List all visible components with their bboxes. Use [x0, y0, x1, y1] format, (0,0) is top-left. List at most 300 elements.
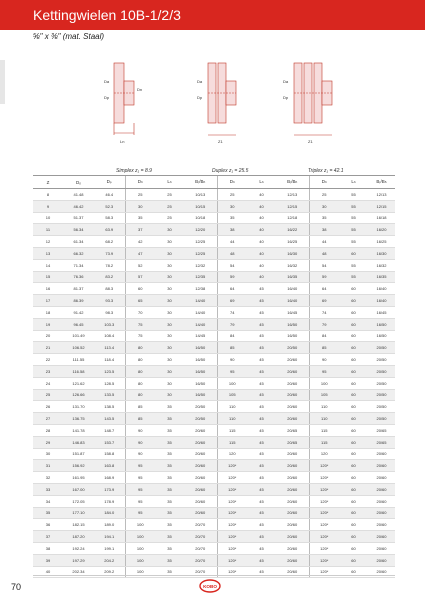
- table-cell: 167.00: [63, 483, 94, 495]
- table-cell: 56.34: [63, 224, 94, 236]
- column-header: Bᵣ/Bₕ: [184, 176, 217, 189]
- table-cell: 9: [33, 200, 63, 212]
- table-cell: 136.75: [63, 413, 94, 425]
- table-cell: 25: [155, 200, 184, 212]
- table-cell: 55: [339, 236, 368, 248]
- table-row: [33, 401, 395, 413]
- table-cell: 151.87: [63, 448, 94, 460]
- table-cell: 120*: [309, 519, 339, 531]
- table-cell: 20/70: [184, 519, 217, 531]
- table-cell: 88.3: [94, 283, 125, 295]
- table-cell: 55: [339, 259, 368, 271]
- table-cell: 158.8: [94, 448, 125, 460]
- table-cell: 120*: [309, 460, 339, 472]
- table-cell: 20/60: [276, 448, 309, 460]
- table-cell: 16/50: [184, 354, 217, 366]
- table-cell: 80: [125, 365, 155, 377]
- table-cell: 20/65: [368, 436, 395, 448]
- table-cell: 45: [247, 295, 276, 307]
- table-cell: 120*: [309, 531, 339, 543]
- table-cell: 35: [155, 531, 184, 543]
- table-cell: 20/60: [368, 483, 395, 495]
- table-cell: 105: [217, 389, 247, 401]
- table-cell: 47: [125, 247, 155, 259]
- table-cell: 12/38: [184, 283, 217, 295]
- table-row: [33, 306, 395, 318]
- table-row: [33, 283, 395, 295]
- table-cell: 22: [33, 354, 63, 366]
- table-cell: 16/50: [184, 377, 217, 389]
- table-cell: 20/50: [368, 377, 395, 389]
- table-cell: 25: [309, 189, 339, 201]
- table-cell: 35: [155, 436, 184, 448]
- table-cell: 16/22: [276, 224, 309, 236]
- table-row: [33, 436, 395, 448]
- table-cell: 143.5: [94, 413, 125, 425]
- table-cell: 100: [125, 542, 155, 554]
- table-cell: 199.1: [94, 542, 125, 554]
- table-cell: 16/32: [368, 259, 395, 271]
- table-cell: 120*: [217, 531, 247, 543]
- table-cell: 20/60: [276, 542, 309, 554]
- table-cell: 118.4: [94, 354, 125, 366]
- table-cell: 16/20: [368, 224, 395, 236]
- table-cell: 90: [217, 354, 247, 366]
- table-cell: 95: [125, 495, 155, 507]
- table-cell: 45: [247, 542, 276, 554]
- table-cell: 46.42: [63, 200, 94, 212]
- page-title: Kettingwielen 10B-1/2/3: [33, 7, 181, 23]
- table-cell: 38: [33, 542, 63, 554]
- table-cell: 12/20: [184, 224, 217, 236]
- table-cell: 34: [33, 495, 63, 507]
- table-cell: 54: [217, 259, 247, 271]
- table-cell: 16/50: [368, 330, 395, 342]
- table-cell: 10: [33, 212, 63, 224]
- table-cell: 25: [217, 189, 247, 201]
- table-cell: 60: [339, 436, 368, 448]
- table-cell: 80: [125, 354, 155, 366]
- table-cell: 79: [309, 318, 339, 330]
- table-cell: 14/40: [184, 295, 217, 307]
- page-subtitle: ⅝" x ⅜" (mat. Staal): [33, 32, 105, 41]
- table-cell: 14/40: [184, 306, 217, 318]
- table-cell: 116.58: [63, 365, 94, 377]
- table-cell: 55: [339, 189, 368, 201]
- table-cell: 110: [217, 401, 247, 413]
- table-cell: 25: [125, 189, 155, 201]
- label-da: Da: [104, 79, 110, 84]
- table-cell: 20/60: [276, 566, 309, 578]
- table-cell: 40: [247, 200, 276, 212]
- label-dp-3: Dp: [283, 95, 289, 100]
- table-cell: 25: [155, 212, 184, 224]
- table-cell: 90: [125, 448, 155, 460]
- table-cell: 75: [125, 318, 155, 330]
- table-cell: 20/60: [276, 354, 309, 366]
- table-cell: 13: [33, 247, 63, 259]
- table-cell: 20/60: [368, 472, 395, 484]
- table-cell: 123.5: [94, 365, 125, 377]
- table-cell: 10/13: [184, 189, 217, 201]
- table-cell: 60: [339, 377, 368, 389]
- table-cell: 37: [125, 224, 155, 236]
- table-cell: 93.3: [94, 295, 125, 307]
- table-row: [33, 542, 395, 554]
- table-cell: 26: [33, 401, 63, 413]
- table-row: [33, 295, 395, 307]
- table-cell: 59: [217, 271, 247, 283]
- table-cell: 17: [33, 295, 63, 307]
- table-cell: 30: [155, 247, 184, 259]
- table-cell: 20/60: [184, 483, 217, 495]
- table-cell: 128.5: [94, 377, 125, 389]
- table-cell: 120*: [217, 483, 247, 495]
- table-cell: 20/60: [276, 401, 309, 413]
- table-cell: 115: [217, 424, 247, 436]
- table-cell: 16/40: [276, 283, 309, 295]
- table-cell: 66.32: [63, 247, 94, 259]
- table-cell: 120*: [217, 542, 247, 554]
- table-cell: 108.4: [94, 330, 125, 342]
- table-cell: 30: [155, 224, 184, 236]
- table-cell: 85: [309, 342, 339, 354]
- table-cell: 189.0: [94, 519, 125, 531]
- table-cell: 52.3: [94, 200, 125, 212]
- table-cell: 14/40: [184, 318, 217, 330]
- table-cell: 120*: [217, 554, 247, 566]
- table-cell: 16/40: [368, 295, 395, 307]
- table-cell: 120*: [309, 542, 339, 554]
- table-cell: 8: [33, 189, 63, 201]
- table-cell: 60: [339, 519, 368, 531]
- table-cell: 74: [217, 306, 247, 318]
- table-cell: 85: [217, 342, 247, 354]
- table-cell: 16/40: [368, 283, 395, 295]
- table-cell: 20/60: [276, 519, 309, 531]
- table-row: [33, 318, 395, 330]
- table-cell: 113.4: [94, 342, 125, 354]
- table-cell: 12/15: [368, 200, 395, 212]
- table-cell: 61.34: [63, 236, 94, 248]
- table-cell: 20/60: [368, 566, 395, 578]
- table-cell: 110: [309, 401, 339, 413]
- table-cell: 60: [339, 566, 368, 578]
- table-cell: 20/60: [368, 507, 395, 519]
- table-cell: 28: [33, 424, 63, 436]
- table-cell: 35: [155, 554, 184, 566]
- table-cell: 120*: [217, 495, 247, 507]
- table-cell: 45: [247, 483, 276, 495]
- table-cell: 60: [339, 472, 368, 484]
- table-cell: 79: [217, 318, 247, 330]
- column-header: Lₙ: [339, 176, 368, 189]
- table-cell: 35: [155, 507, 184, 519]
- table-cell: 133.5: [94, 389, 125, 401]
- table-cell: 54: [309, 259, 339, 271]
- table-cell: 45: [247, 330, 276, 342]
- table-cell: 30: [217, 200, 247, 212]
- table-cell: 60: [339, 354, 368, 366]
- table-cell: 45: [247, 460, 276, 472]
- table-cell: 40: [247, 224, 276, 236]
- table-cell: 45: [247, 424, 276, 436]
- table-cell: 187.20: [63, 531, 94, 543]
- table-cell: 60: [339, 531, 368, 543]
- table-cell: 70: [125, 306, 155, 318]
- table-cell: 20/50: [368, 365, 395, 377]
- table-cell: 16/30: [368, 247, 395, 259]
- table-cell: 60: [339, 295, 368, 307]
- table-cell: 20/60: [276, 389, 309, 401]
- table-cell: 38: [309, 224, 339, 236]
- table-cell: 178.9: [94, 495, 125, 507]
- table-cell: 100: [125, 519, 155, 531]
- table-cell: 20/60: [276, 460, 309, 472]
- column-header: Dₙ: [125, 176, 155, 189]
- table-cell: 20/60: [276, 365, 309, 377]
- table-cell: 14/45: [184, 330, 217, 342]
- table-cell: 16: [33, 283, 63, 295]
- table-cell: 60: [339, 401, 368, 413]
- table-cell: 45: [247, 377, 276, 389]
- table-cell: 45: [247, 365, 276, 377]
- simplex-drawing: [114, 63, 134, 135]
- table-cell: 80: [125, 342, 155, 354]
- label-dn: Dn: [137, 87, 143, 92]
- table-cell: 85: [125, 413, 155, 425]
- table-cell: 20/50: [368, 389, 395, 401]
- table-row: [33, 365, 395, 377]
- table-cell: 44: [309, 236, 339, 248]
- table-cell: 20/70: [184, 566, 217, 578]
- table-cell: 40: [247, 212, 276, 224]
- group-duplex: Duplex z₁ = 25.5: [212, 168, 249, 174]
- table-cell: 84: [309, 330, 339, 342]
- table-cell: 91.42: [63, 306, 94, 318]
- table-cell: 73.9: [94, 247, 125, 259]
- table-cell: 83.2: [94, 271, 125, 283]
- table-cell: 16/40: [276, 295, 309, 307]
- table-cell: 20/60: [184, 448, 217, 460]
- table-cell: 12/13: [368, 189, 395, 201]
- table-cell: 120*: [309, 495, 339, 507]
- table-cell: 105: [309, 389, 339, 401]
- table-cell: 16/25: [276, 236, 309, 248]
- table-cell: 30: [155, 271, 184, 283]
- table-row: [33, 271, 395, 283]
- table-cell: 95: [125, 472, 155, 484]
- table-cell: 100: [125, 531, 155, 543]
- table-cell: 37: [33, 531, 63, 543]
- table-cell: 75: [125, 330, 155, 342]
- table-cell: 96.45: [63, 318, 94, 330]
- table-cell: 12/32: [184, 259, 217, 271]
- table-cell: 20/60: [184, 472, 217, 484]
- table-cell: 100: [217, 377, 247, 389]
- table-cell: 35: [155, 413, 184, 425]
- column-header: Bᵣ/Bₕ: [276, 176, 309, 189]
- table-cell: 141.78: [63, 424, 94, 436]
- table-cell: 30: [33, 448, 63, 460]
- table-row: [33, 413, 395, 425]
- table-cell: 126.66: [63, 389, 94, 401]
- column-header: Lₙ: [247, 176, 276, 189]
- table-cell: 103.3: [94, 318, 125, 330]
- table-cell: 204.2: [94, 554, 125, 566]
- table-cell: 40: [247, 236, 276, 248]
- table-cell: 60: [339, 247, 368, 259]
- table-cell: 20/65: [276, 436, 309, 448]
- table-cell: 20/60: [276, 495, 309, 507]
- table-cell: 20/50: [184, 401, 217, 413]
- table-cell: 20/60: [368, 554, 395, 566]
- table-cell: 12: [33, 236, 63, 248]
- table-row: [33, 236, 395, 248]
- table-row: [33, 189, 395, 201]
- table-row: [33, 224, 395, 236]
- table-row: [33, 259, 395, 271]
- table-cell: 10/15: [184, 200, 217, 212]
- table-cell: 11: [33, 224, 63, 236]
- table-cell: 182.15: [63, 519, 94, 531]
- table-row: [33, 377, 395, 389]
- table-cell: 60: [339, 424, 368, 436]
- table-cell: 40: [247, 259, 276, 271]
- table-cell: 138.5: [94, 401, 125, 413]
- kobo-logo: [199, 579, 221, 593]
- table-cell: 16/50: [184, 342, 217, 354]
- table-cell: 110: [309, 413, 339, 425]
- table-row: [33, 342, 395, 354]
- table-cell: 25: [155, 189, 184, 201]
- table-cell: 120*: [309, 566, 339, 578]
- table-cell: 45: [247, 342, 276, 354]
- table-row: [33, 507, 395, 519]
- table-cell: 20/60: [276, 554, 309, 566]
- table-cell: 58.3: [94, 212, 125, 224]
- table-cell: 45: [247, 472, 276, 484]
- table-cell: 60: [339, 542, 368, 554]
- table-cell: 115: [217, 436, 247, 448]
- table-cell: 63.9: [94, 224, 125, 236]
- table-cell: 163.8: [94, 460, 125, 472]
- table-cell: 46.4: [94, 189, 125, 201]
- column-header: Dₒ: [63, 176, 94, 189]
- table-cell: 40: [247, 189, 276, 201]
- table-cell: 20/60: [276, 472, 309, 484]
- table-cell: 148.7: [94, 424, 125, 436]
- table-cell: 38: [217, 224, 247, 236]
- table-cell: 30: [155, 295, 184, 307]
- table-cell: 146.83: [63, 436, 94, 448]
- page-number: 70: [11, 582, 22, 592]
- table-cell: 16/50: [368, 318, 395, 330]
- table-cell: 192.24: [63, 542, 94, 554]
- table-cell: 14: [33, 259, 63, 271]
- table-cell: 85: [125, 401, 155, 413]
- table-cell: 20/60: [368, 519, 395, 531]
- table-cell: 20/70: [184, 554, 217, 566]
- table-cell: 30: [155, 342, 184, 354]
- table-cell: 45: [247, 507, 276, 519]
- table-row: [33, 389, 395, 401]
- table-cell: 100: [309, 377, 339, 389]
- table-cell: 33: [33, 483, 63, 495]
- table-cell: 60: [339, 495, 368, 507]
- table-cell: 55: [339, 200, 368, 212]
- table-cell: 120*: [309, 554, 339, 566]
- table-cell: 20/50: [368, 342, 395, 354]
- table-cell: 16/50: [276, 330, 309, 342]
- column-header: Bᵣ/Bₕ: [368, 176, 395, 189]
- label-da-3: Da: [283, 79, 289, 84]
- table-cell: 21: [33, 342, 63, 354]
- table-cell: 20/60: [368, 460, 395, 472]
- table-cell: 19: [33, 318, 63, 330]
- table-cell: 30: [155, 283, 184, 295]
- triplex-drawing: [294, 63, 332, 135]
- table-cell: 194.1: [94, 531, 125, 543]
- label-z1-3: Z1: [308, 139, 313, 144]
- table-cell: 69: [309, 295, 339, 307]
- table-cell: 60: [339, 342, 368, 354]
- table-cell: 35: [155, 460, 184, 472]
- table-row: [33, 330, 395, 342]
- table-cell: 12/25: [184, 236, 217, 248]
- table-cell: 35: [155, 483, 184, 495]
- table-row: [33, 354, 395, 366]
- table-cell: 120*: [217, 566, 247, 578]
- table-cell: 106.52: [63, 342, 94, 354]
- table-row: [33, 212, 395, 224]
- table-cell: 16/35: [276, 271, 309, 283]
- table-cell: 15: [33, 271, 63, 283]
- table-cell: 20/70: [184, 542, 217, 554]
- table-cell: 16/50: [276, 318, 309, 330]
- table-cell: 69: [217, 295, 247, 307]
- table-cell: 59: [309, 271, 339, 283]
- column-header: Dₚ: [94, 176, 125, 189]
- side-tab: [0, 60, 5, 104]
- table-cell: 16/45: [276, 306, 309, 318]
- spec-table: [33, 175, 395, 578]
- table-cell: 35: [155, 519, 184, 531]
- table-cell: 80: [125, 377, 155, 389]
- table-body: [33, 189, 395, 578]
- table-cell: 20/60: [184, 507, 217, 519]
- table-cell: 20/60: [184, 424, 217, 436]
- table-cell: 68.2: [94, 236, 125, 248]
- table-cell: 35: [217, 212, 247, 224]
- table-cell: 60: [339, 389, 368, 401]
- table-cell: 168.9: [94, 472, 125, 484]
- table-cell: 20/60: [276, 507, 309, 519]
- table-cell: 120*: [309, 472, 339, 484]
- group-triplex: Triplex z₁ = 42.1: [308, 168, 344, 174]
- table-cell: 20/60: [368, 448, 395, 460]
- table-cell: 90: [309, 354, 339, 366]
- table-cell: 12/25: [184, 247, 217, 259]
- table-cell: 120*: [309, 483, 339, 495]
- table-cell: 24: [33, 377, 63, 389]
- table-cell: 95: [125, 460, 155, 472]
- table-cell: 78.2: [94, 259, 125, 271]
- table-cell: 90: [125, 424, 155, 436]
- table-cell: 100: [125, 566, 155, 578]
- table-cell: 35: [125, 212, 155, 224]
- table-cell: 40: [33, 566, 63, 578]
